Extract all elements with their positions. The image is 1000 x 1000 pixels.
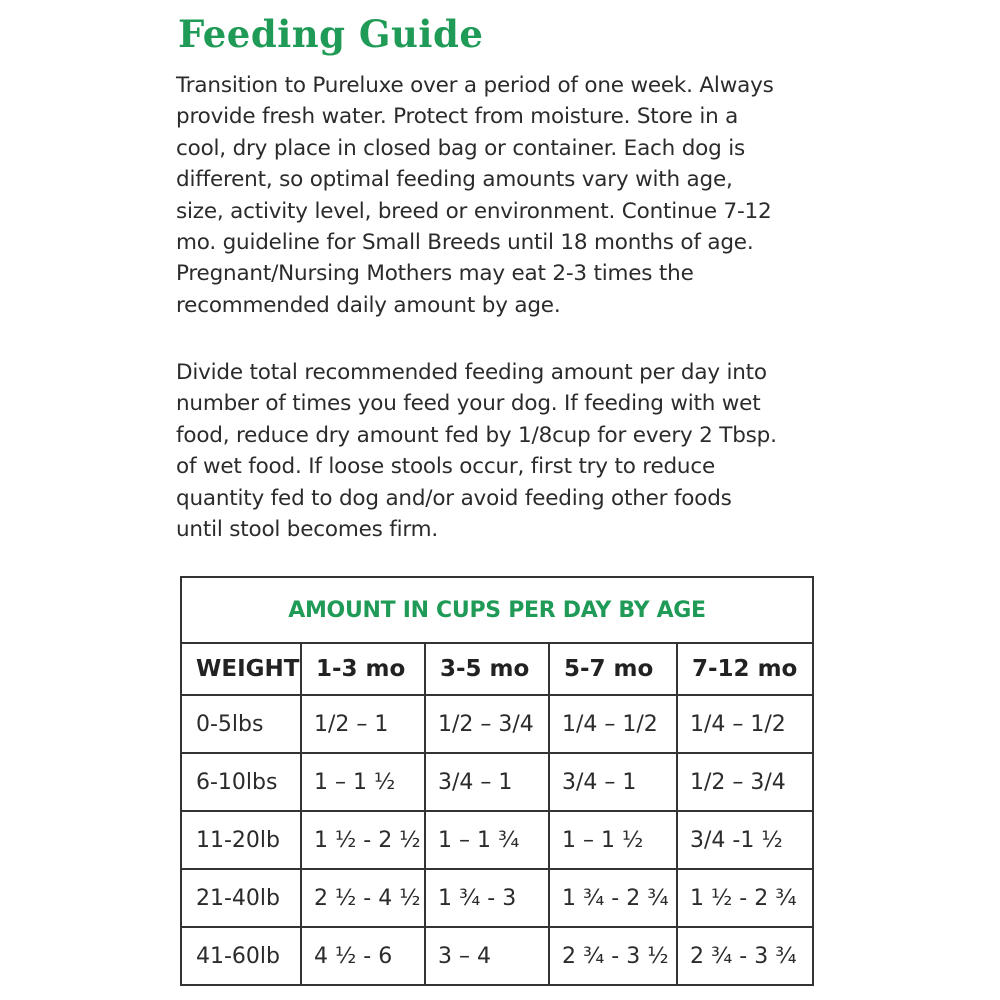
amount-cell: 3/4 -1 ½ <box>677 811 813 869</box>
amount-cell: 1 ½ - 2 ½ <box>301 811 425 869</box>
weight-cell: 21-40lb <box>181 869 301 927</box>
amount-cell: 1/4 – 1/2 <box>677 695 813 753</box>
paragraph-line: Divide total recommended feeding amount per day into <box>176 360 767 385</box>
amount-cell: 2 ¾ - 3 ½ <box>549 927 677 985</box>
paragraph-line: Pregnant/Nursing Mothers may eat 2-3 times the <box>176 261 694 287</box>
paragraph-line: different, so optimal feeding amounts vary with age, <box>176 167 733 193</box>
amount-cell: 1/2 – 1 <box>301 695 425 753</box>
amount-cell: 3 – 4 <box>425 927 549 985</box>
feeding-table <box>180 576 814 986</box>
paragraph-line: quantity fed to dog and/or avoid feeding other foods <box>176 485 732 511</box>
table-row <box>181 695 813 753</box>
amount-cell: 4 ½ - 6 <box>301 927 425 985</box>
weight-cell: 0-5lbs <box>181 695 301 753</box>
column-header-3-5-mo: 3-5 mo <box>425 643 549 695</box>
amount-cell: 1 – 1 ¾ <box>425 811 549 869</box>
amount-cell: 1/2 – 3/4 <box>677 753 813 811</box>
table-caption-row <box>181 577 813 643</box>
column-header-5-7-mo: 5-7 mo <box>549 643 677 695</box>
table-row <box>181 753 813 811</box>
paragraph-line: number of times you feed your dog. If feeding with wet <box>176 391 761 417</box>
amount-cell: 1 ½ - 2 ¾ <box>677 869 813 927</box>
amount-cell: 1/2 – 3/4 <box>425 695 549 753</box>
table-row <box>181 927 813 985</box>
paragraph-line: provide fresh water. Protect from moisture. Store in a <box>176 104 739 130</box>
paragraph-line: food, reduce dry amount fed by 1/8cup for every 2 Tbsp. <box>176 422 777 448</box>
amount-cell: 1 – 1 ½ <box>549 811 677 869</box>
paragraph-line: of wet food. If loose stools occur, first try to reduce <box>176 454 716 480</box>
transition-paragraph <box>176 70 776 321</box>
column-header-weight: WEIGHT <box>181 643 301 695</box>
table-caption: AMOUNT IN CUPS PER DAY BY AGE <box>181 577 813 643</box>
page-title: Feeding Guide <box>178 12 484 56</box>
column-header-1-3-mo: 1-3 mo <box>301 643 425 695</box>
divide-amount-paragraph <box>176 357 776 545</box>
paragraph-line: until stool becomes firm. <box>176 517 439 543</box>
table-row <box>181 869 813 927</box>
weight-cell: 11-20lb <box>181 811 301 869</box>
amount-cell: 3/4 – 1 <box>425 753 549 811</box>
amount-cell: 1/4 – 1/2 <box>549 695 677 753</box>
amount-cell: 3/4 – 1 <box>549 753 677 811</box>
column-header-7-12-mo: 7-12 mo <box>677 643 813 695</box>
paragraph-line: cool, dry place in closed bag or container. Each dog is <box>176 135 745 161</box>
paragraph-line: Transition to Pureluxe over a period of one week. Always <box>176 73 774 98</box>
paragraph-line: size, activity level, breed or environment. Continue 7-12 <box>176 198 772 224</box>
amount-cell: 2 ½ - 4 ½ <box>301 869 425 927</box>
amount-cell: 2 ¾ - 3 ¾ <box>677 927 813 985</box>
amount-cell: 1 ¾ - 3 <box>425 869 549 927</box>
table-row <box>181 811 813 869</box>
amount-cell: 1 – 1 ½ <box>301 753 425 811</box>
weight-cell: 41-60lb <box>181 927 301 985</box>
weight-cell: 6-10lbs <box>181 753 301 811</box>
paragraph-line: mo. guideline for Small Breeds until 18 months of age. <box>176 230 754 256</box>
table-header-row <box>181 643 813 695</box>
paragraph-line: recommended daily amount by age. <box>176 292 561 318</box>
amount-cell: 1 ¾ - 2 ¾ <box>549 869 677 927</box>
